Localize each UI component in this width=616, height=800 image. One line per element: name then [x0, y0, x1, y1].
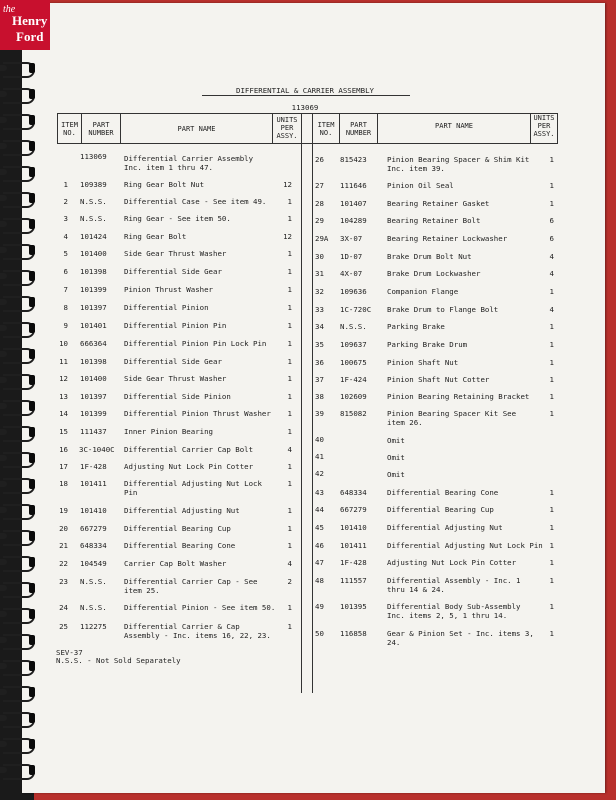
- header-units-left: UNITS PER ASSY.: [276, 116, 298, 140]
- header-part-name-left: PART NAME: [177, 125, 216, 133]
- assembly-number: 113069: [291, 103, 319, 112]
- header-units-right: UNITS PER ASSY.: [533, 114, 555, 138]
- punch-hole: [29, 505, 35, 515]
- punch-hole: [29, 349, 35, 359]
- punch-hole: [29, 141, 35, 151]
- punch-hole: [29, 193, 35, 203]
- punch-hole: [29, 167, 35, 177]
- punch-hole: [29, 661, 35, 671]
- punch-hole: [29, 115, 35, 125]
- spiral-binding: [0, 0, 36, 800]
- punch-hole: [29, 765, 35, 775]
- header-item-right: ITEM NO.: [317, 121, 335, 137]
- punch-hole: [29, 531, 35, 541]
- punch-hole: [29, 687, 35, 697]
- header-part-name-right: PART NAME: [435, 122, 473, 130]
- punch-hole: [29, 427, 35, 437]
- punch-hole: [29, 635, 35, 645]
- punch-hole: [29, 739, 35, 749]
- punch-hole: [29, 479, 35, 489]
- punch-hole: [29, 89, 35, 99]
- punch-hole: [29, 297, 35, 307]
- punch-hole: [29, 375, 35, 385]
- punch-hole: [29, 323, 35, 333]
- punch-hole: [29, 401, 35, 411]
- punch-hole: [29, 609, 35, 619]
- punch-hole: [29, 271, 35, 281]
- header-part-number-left: PART NUMBER: [88, 121, 114, 137]
- header-item-left: ITEM NO.: [61, 121, 78, 137]
- punch-hole: [29, 713, 35, 723]
- henry-ford-logo: the Henry Ford: [0, 0, 50, 50]
- punch-hole: [29, 557, 35, 567]
- header-part-number-right: PART NUMBER: [345, 121, 372, 137]
- footer-note: N.S.S. - Not Sold Separately: [56, 656, 181, 665]
- page-title: DIFFERENTIAL & CARRIER ASSEMBLY: [236, 86, 374, 95]
- punch-hole: [29, 583, 35, 593]
- title-underline: [202, 95, 410, 96]
- punch-hole: [29, 453, 35, 463]
- punch-hole: [29, 63, 35, 73]
- punch-hole: [29, 245, 35, 255]
- footer-code: SEV-37: [56, 648, 83, 657]
- punch-hole: [29, 219, 35, 229]
